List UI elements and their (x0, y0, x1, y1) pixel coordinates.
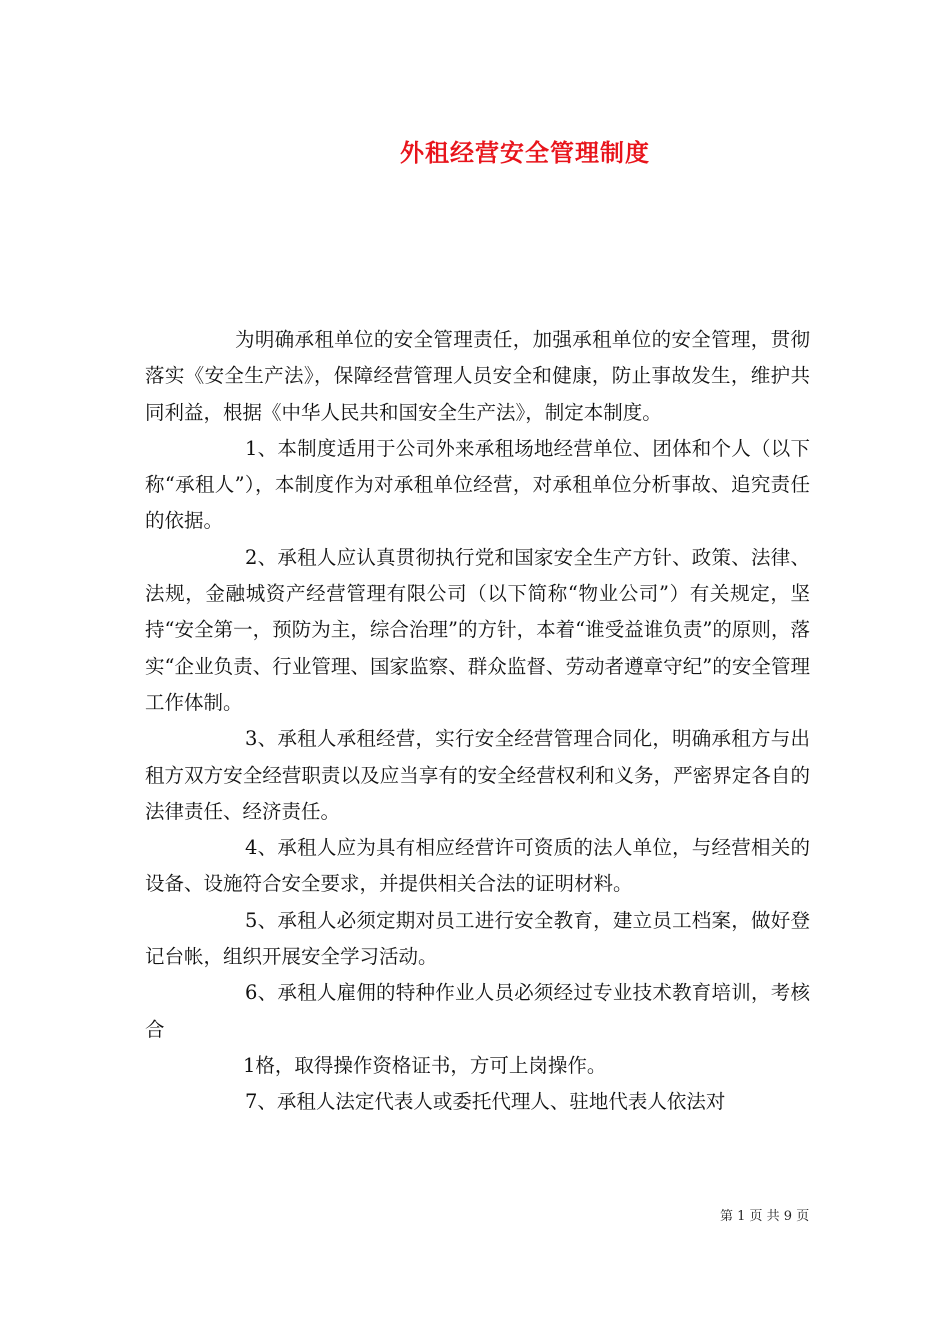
paragraph-intro: 为明确承租单位的安全管理责任，加强承租单位的安全管理，贯彻落实《安全生产法》，保障经营管理人员安全和健康，防止事故发生，维护共同利益，根据《中华人民共和国安全生产法》，制定本制度。 (145, 328, 810, 424)
paragraph-item-3: 3、承租人承租经营，实行安全经营管理合同化，明确承租方与出租方双方安全经营职责以及应当享有的安全经营权利和义务，严密界定各自的法律责任、经济责任。 (145, 727, 810, 823)
paragraph-item-6: 6、承租人雇佣的特种作业人员必须经过专业技术教育培训，考核合 (145, 981, 810, 1041)
page-number-footer: 第 1 页 共 9 页 (720, 1209, 810, 1224)
paragraph-item-7: 7、承租人法定代表人或委托代理人、驻地代表人依法对 (245, 1090, 726, 1114)
document-title: 外租经营安全管理制度 (400, 138, 650, 167)
document-body (145, 322, 810, 1121)
paragraph-item-6-continued: 1格，取得操作资格证书，方可上岗操作。 (243, 1053, 607, 1077)
paragraph-item-2: 2、承租人应认真贯彻执行党和国家安全生产方针、政策、法律、法规，金融城资产经营管理有限公司（以下简称“物业公司”）有关规定，坚持“安全第一，预防为主，综合治理”的方针，本着“谁受益谁负责”的原则，落实“企业负责、行业管理、国家监察、群众监督、劳动者遵章守纪”的安全管理工作体制。 (145, 545, 810, 714)
paragraph-item-5: 5、承租人必须定期对员工进行安全教育，建立员工档案，做好登记台帐，组织开展安全学习活动。 (145, 908, 810, 969)
paragraph-item-1: 1、本制度适用于公司外来承租场地经营单位、团体和个人（以下称“承租人”），本制度作为对承租单位经营，对承租单位分析事故、追究责任的依据。 (145, 436, 810, 533)
paragraph-item-4: 4、承租人应为具有相应经营许可资质的法人单位，与经营相关的设备、设施符合安全要求，并提供相关合法的证明材料。 (145, 836, 810, 896)
